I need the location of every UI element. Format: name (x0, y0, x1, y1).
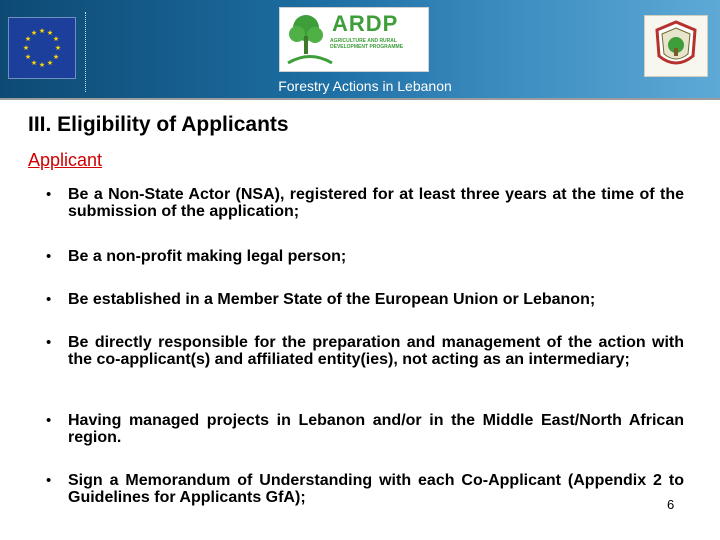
svg-text:★: ★ (52, 53, 60, 61)
svg-text:★: ★ (30, 29, 38, 37)
list-item (46, 472, 684, 506)
bullet-marker: • (46, 412, 52, 429)
ardp-logo-icon (279, 7, 429, 72)
svg-text:★: ★ (46, 59, 54, 67)
page-title: III. Eligibility of Applicants (28, 113, 289, 136)
bullet-marker: • (46, 186, 52, 203)
svg-text:★: ★ (24, 53, 32, 61)
list-item-text: Be a non-profit making legal person; (68, 248, 347, 265)
list-item (46, 248, 684, 265)
ministry-emblem-icon (644, 15, 708, 77)
svg-text:★: ★ (38, 27, 46, 35)
svg-text:★: ★ (54, 44, 62, 52)
list-item (46, 186, 684, 220)
svg-text:★: ★ (22, 44, 30, 52)
bullet-marker: • (46, 334, 52, 351)
header-title: Forestry Actions in Lebanon (278, 78, 452, 94)
header-divider (0, 98, 720, 100)
list-item-text: Be directly responsible for the preparation and management of the action with the co-applicant(s) and affiliated entity(ies), not acting as an intermediary; (68, 334, 684, 368)
svg-text:★: ★ (38, 61, 46, 69)
list-item-text: Sign a Memorandum of Understanding with each Co-Applicant (Appendix 2 to Guidelines for Applicants GfA); (68, 472, 684, 506)
svg-text:★: ★ (46, 29, 54, 37)
svg-text:★: ★ (24, 35, 32, 43)
ardp-subtitle: AGRICULTURE AND RURAL DEVELOPMENT PROGRAMME (330, 38, 404, 50)
list-item (46, 334, 684, 368)
list-item-text: Having managed projects in Lebanon and/or in the Middle East/North African region. (68, 412, 684, 446)
svg-text:★: ★ (52, 35, 60, 43)
bullet-marker: • (46, 248, 52, 265)
bullet-marker: • (46, 291, 52, 308)
list-item-text: Be a Non-State Actor (NSA), registered for at least three years at the time of the submission of the application; (68, 186, 684, 220)
eu-flag-icon (8, 17, 76, 79)
svg-text:★: ★ (30, 59, 38, 67)
list-item (46, 412, 684, 446)
list-item (46, 291, 684, 308)
section-heading: Applicant (28, 150, 103, 170)
page-number: 6 (667, 497, 675, 512)
ardp-title: ARDP (332, 11, 399, 36)
list-item-text: Be established in a Member State of the European Union or Lebanon; (68, 291, 596, 308)
bullet-marker: • (46, 472, 52, 489)
